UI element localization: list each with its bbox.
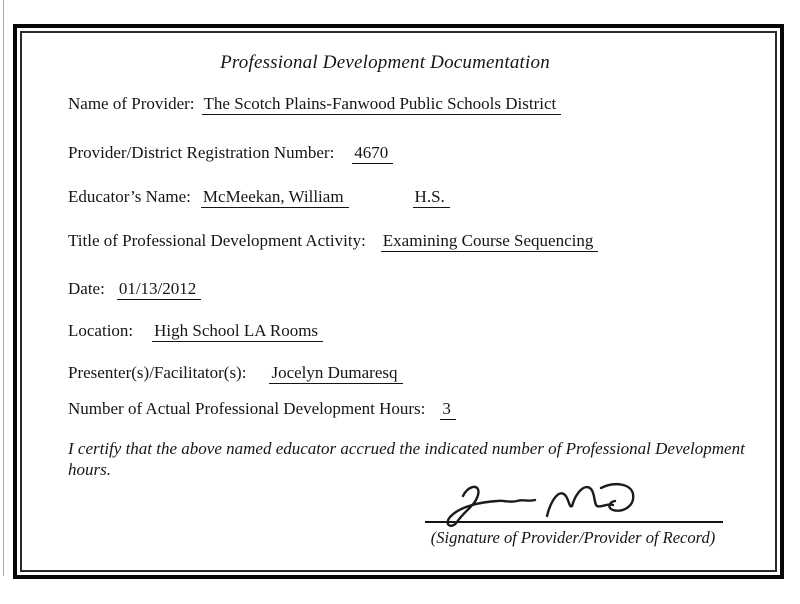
page-title: Professional Development Documentation (220, 52, 550, 73)
field-value-registration-number: 4670 (352, 143, 393, 164)
field-value-educator-name: McMeekan, William (201, 187, 349, 208)
scan-edge-artifact (3, 0, 4, 576)
field-value-hours: 3 (440, 399, 456, 420)
signature-caption: (Signature of Provider/Provider of Record) (430, 528, 716, 547)
field-row-location (68, 321, 323, 341)
field-row-presenter (68, 363, 403, 383)
certification-statement-line2: hours. (68, 460, 111, 479)
field-row-hours (68, 399, 456, 419)
field-label-registration-number: Provider/District Registration Number: (68, 143, 335, 162)
field-value-location: High School LA Rooms (152, 321, 323, 342)
field-value-presenter: Jocelyn Dumaresq (269, 363, 402, 384)
field-row-activity-title (68, 231, 598, 251)
field-row-provider-name (68, 94, 561, 114)
certification-statement-line1: I certify that the above named educator accrued the indicated number of Professional Development (68, 439, 745, 458)
field-label-activity-title: Title of Professional Development Activity: (68, 231, 366, 250)
field-value-date: 01/13/2012 (117, 279, 201, 300)
field-value-provider-name: The Scotch Plains-Fanwood Public Schools District (202, 94, 562, 115)
field-label-presenter: Presenter(s)/Facilitator(s): (68, 363, 247, 382)
field-row-registration-number (68, 143, 393, 163)
field-label-location: Location: (68, 321, 134, 340)
field-value-educator-school: H.S. (413, 187, 450, 208)
field-row-educator-name (68, 187, 450, 207)
field-label-educator-name: Educator’s Name: (68, 187, 191, 206)
handwritten-signature-icon (435, 480, 665, 532)
field-label-provider-name: Name of Provider: (68, 94, 195, 113)
field-label-date: Date: (68, 279, 105, 298)
field-label-hours: Number of Actual Professional Development Hours: (68, 399, 426, 418)
field-value-activity-title: Examining Course Sequencing (381, 231, 599, 252)
field-row-date (68, 279, 201, 299)
